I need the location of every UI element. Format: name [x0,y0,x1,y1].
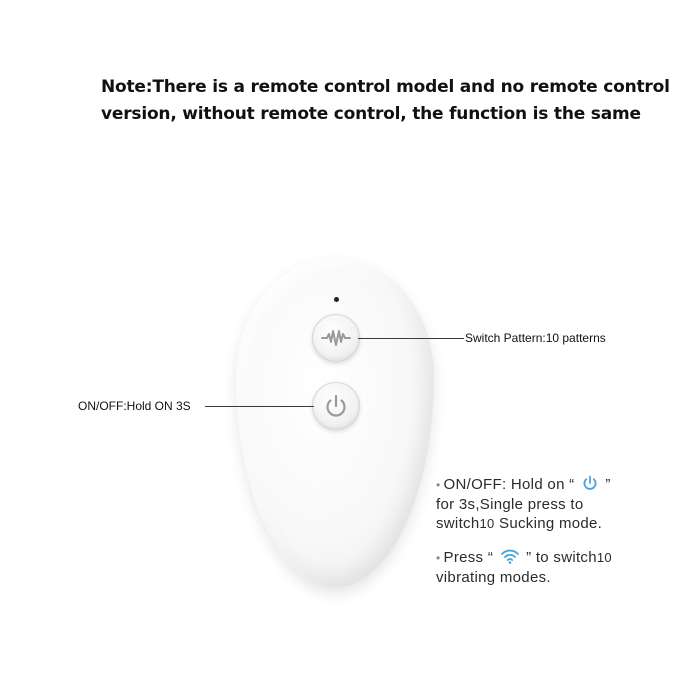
note-line-2: version, without remote control, the function is the same [101,104,641,124]
press-prefix: Press “ [443,549,494,566]
onoff-line-3 [436,514,611,533]
power-icon [313,383,359,429]
press-line-2: vibrating modes. [436,569,551,586]
onoff-close-quote: ” [605,476,611,493]
onoff-line-1 [436,474,611,495]
power-button[interactable] [312,382,360,430]
onoff-mode-text: Sucking mode. [499,515,603,532]
power-callout-label: ON/OFF:Hold ON 3S [78,399,191,413]
wifi-icon [500,547,520,565]
bullet-icon: • [436,478,441,492]
wave-pattern-icon [313,315,359,361]
power-icon [581,474,599,492]
pattern-callout-label: Switch Pattern:10 patterns [465,331,606,345]
pattern-button[interactable] [312,314,360,362]
onoff-line-2: for 3s,Single press to [436,496,584,513]
press-mid: ” to switch [526,549,597,566]
bullet-icon: • [436,551,441,565]
pattern-leader-line [358,338,464,339]
onoff-mode-count: 10 [479,516,495,531]
note-text [101,74,681,128]
press-instruction [436,547,612,587]
press-line-1 [436,547,612,568]
note-line-1: Note:There is a remote control model and no remote control [101,77,670,97]
power-leader-line [205,406,314,407]
onoff-switch-word: switch [436,515,480,532]
onoff-instruction [436,474,611,533]
indicator-light [334,297,339,302]
onoff-prefix: ON/OFF: Hold on “ [443,476,575,493]
press-mode-count: 10 [596,550,612,565]
